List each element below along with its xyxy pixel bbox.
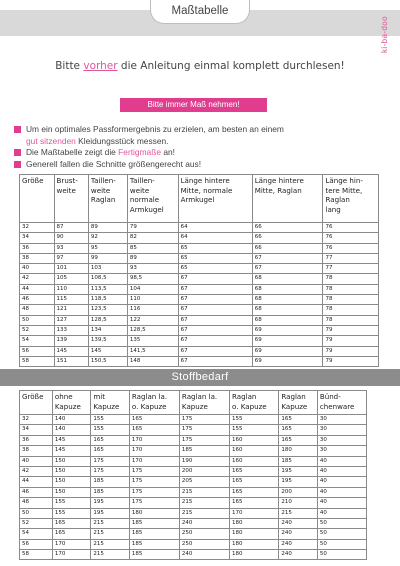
table-cell: 68: [252, 295, 323, 305]
table-row: [20, 315, 379, 325]
table-cell: 185: [129, 518, 179, 528]
table-cell: 180: [229, 539, 278, 549]
table-cell: 52: [20, 518, 53, 528]
table-cell: 66: [252, 223, 323, 233]
table-cell: 180: [279, 446, 318, 456]
table-cell: 64: [178, 233, 252, 243]
table-cell: 50: [317, 539, 366, 549]
table-cell: 185: [129, 539, 179, 549]
intro-highlight: vorher: [83, 60, 118, 72]
table-row: [20, 435, 367, 445]
table-row: [20, 346, 379, 356]
table-cell: 165: [229, 466, 278, 476]
table-cell: 89: [127, 253, 178, 263]
column-header: Taillen- weite Raglan: [88, 175, 127, 223]
table-cell: 68: [252, 305, 323, 315]
table-cell: 122: [127, 315, 178, 325]
table-cell: 165: [229, 487, 278, 497]
bullet-text: an!: [161, 147, 175, 157]
table-cell: 128,5: [127, 325, 178, 335]
table-cell: 118,5: [88, 295, 127, 305]
table-cell: 175: [91, 456, 130, 466]
table-cell: 170: [129, 456, 179, 466]
table-cell: 30: [317, 435, 366, 445]
table-cell: 170: [129, 446, 179, 456]
table-cell: 48: [20, 498, 53, 508]
supply-title: Stoffbedarf: [0, 369, 400, 386]
table-cell: 68: [252, 315, 323, 325]
table-cell: 175: [129, 487, 179, 497]
column-header: Raglan o. Kapuze: [229, 391, 278, 415]
bullet-pink-text: Fertigmaße: [118, 147, 161, 157]
table-cell: 58: [20, 550, 53, 560]
table-cell: 99: [88, 253, 127, 263]
table-cell: 127: [54, 315, 88, 325]
bullet-item: [14, 124, 364, 147]
measure-table: [19, 174, 379, 367]
table-cell: 79: [323, 336, 379, 346]
table-cell: 34: [20, 425, 53, 435]
table-cell: 79: [323, 356, 379, 366]
table-row: [20, 336, 379, 346]
intro-pre: Bitte: [55, 60, 84, 72]
table-cell: 240: [279, 518, 318, 528]
table-row: [20, 243, 379, 253]
table-cell: 78: [323, 295, 379, 305]
table-cell: 185: [91, 487, 130, 497]
table-cell: 95: [88, 243, 127, 253]
table-cell: 79: [323, 325, 379, 335]
measure-banner: Bitte immer Maß nehmen!: [120, 98, 267, 112]
table-row: [20, 477, 367, 487]
table-cell: 82: [127, 233, 178, 243]
table-row: [20, 456, 367, 466]
table-cell: 170: [229, 508, 278, 518]
table-row: [20, 223, 379, 233]
table-cell: 140: [52, 415, 91, 425]
table-row: [20, 466, 367, 476]
table-cell: 145: [54, 346, 88, 356]
table-cell: 175: [129, 466, 179, 476]
table-cell: 185: [279, 456, 318, 466]
bullet-item: [14, 147, 364, 159]
table-cell: 92: [88, 233, 127, 243]
table-cell: 160: [229, 435, 278, 445]
table-cell: 170: [52, 539, 91, 549]
table-row: [20, 264, 379, 274]
table-cell: 40: [20, 264, 55, 274]
table-cell: 165: [129, 425, 179, 435]
table-cell: 170: [52, 550, 91, 560]
brand-logo: ki-ba-doo: [380, 16, 389, 54]
table-cell: 68: [252, 274, 323, 284]
table-row: [20, 233, 379, 243]
table-cell: 40: [20, 456, 53, 466]
table-cell: 50: [317, 529, 366, 539]
table-cell: 36: [20, 243, 55, 253]
table-cell: 165: [229, 498, 278, 508]
table-cell: 121: [54, 305, 88, 315]
table-cell: 240: [179, 518, 229, 528]
table-cell: 139,5: [88, 336, 127, 346]
table-cell: 40: [317, 456, 366, 466]
table-cell: 65: [178, 264, 252, 274]
table-cell: 50: [317, 550, 366, 560]
column-header: Länge hin- tere Mitte, Raglan lang: [323, 175, 379, 223]
table-cell: 64: [178, 223, 252, 233]
table-cell: 134: [88, 325, 127, 335]
table-cell: 30: [317, 415, 366, 425]
table-cell: 195: [91, 498, 130, 508]
table-cell: 145: [52, 435, 91, 445]
table-cell: 98,5: [127, 274, 178, 284]
bullet-square-icon: [14, 149, 21, 156]
table-row: [20, 325, 379, 335]
column-header: ohne Kapuze: [52, 391, 91, 415]
table-row: [20, 498, 367, 508]
table-cell: 46: [20, 487, 53, 497]
table-cell: 165: [279, 415, 318, 425]
table-cell: 38: [20, 253, 55, 263]
table-cell: 67: [178, 305, 252, 315]
table-cell: 151: [54, 356, 88, 366]
table-cell: 175: [129, 477, 179, 487]
table-cell: 65: [178, 243, 252, 253]
column-header: Bünd- chenware: [317, 391, 366, 415]
table-cell: 150: [52, 477, 91, 487]
table-cell: 77: [323, 264, 379, 274]
table-cell: 76: [323, 223, 379, 233]
table-row: [20, 508, 367, 518]
intro-line: [0, 60, 400, 72]
table-cell: 115: [54, 295, 88, 305]
table-cell: 215: [279, 508, 318, 518]
table-cell: 36: [20, 435, 53, 445]
table-cell: 165: [279, 425, 318, 435]
table-cell: 135: [127, 336, 178, 346]
column-header: Raglan la. Kapuze: [179, 391, 229, 415]
table-cell: 175: [179, 415, 229, 425]
table-cell: 165: [129, 415, 179, 425]
table-cell: 175: [179, 425, 229, 435]
table-cell: 195: [279, 477, 318, 487]
table-cell: 56: [20, 346, 55, 356]
table-cell: 78: [323, 274, 379, 284]
table-cell: 215: [91, 539, 130, 549]
table-cell: 180: [229, 518, 278, 528]
table-cell: 240: [279, 550, 318, 560]
table-cell: 240: [279, 529, 318, 539]
table-cell: 165: [229, 477, 278, 487]
table-cell: 67: [178, 356, 252, 366]
table-header-row: [20, 175, 379, 223]
table-cell: 69: [252, 356, 323, 366]
table-cell: 180: [229, 550, 278, 560]
table-row: [20, 539, 367, 549]
table-cell: 165: [52, 518, 91, 528]
table-cell: 123,5: [88, 305, 127, 315]
table-cell: 85: [127, 243, 178, 253]
table-row: [20, 305, 379, 315]
table-cell: 50: [317, 518, 366, 528]
table-cell: 210: [279, 498, 318, 508]
table-cell: 200: [279, 487, 318, 497]
table-cell: 42: [20, 274, 55, 284]
table-row: [20, 356, 379, 366]
bullet-square-icon: [14, 126, 21, 133]
table-row: [20, 253, 379, 263]
table-cell: 67: [178, 315, 252, 325]
table-cell: 190: [179, 456, 229, 466]
table-cell: 104: [127, 284, 178, 294]
table-cell: 50: [20, 315, 55, 325]
table-cell: 175: [91, 466, 130, 476]
bullet-text: Die Maßtabelle zeigt die: [26, 147, 119, 157]
table-cell: 69: [252, 325, 323, 335]
column-header: mit Kapuze: [91, 391, 130, 415]
table-cell: 155: [52, 508, 91, 518]
bullet-pink-text: gut sitzenden: [26, 135, 76, 146]
table-cell: 180: [229, 529, 278, 539]
table-cell: 58: [20, 356, 55, 366]
table-cell: 155: [91, 425, 130, 435]
table-cell: 69: [252, 336, 323, 346]
table-cell: 165: [279, 435, 318, 445]
table-row: [20, 550, 367, 560]
table-cell: 40: [317, 477, 366, 487]
table-cell: 205: [179, 477, 229, 487]
table-row: [20, 415, 367, 425]
table-cell: 215: [179, 498, 229, 508]
table-cell: 150,5: [88, 356, 127, 366]
table-cell: 145: [88, 346, 127, 356]
table-cell: 67: [178, 274, 252, 284]
table-header-row: [20, 391, 367, 415]
page-title: Maßtabelle: [150, 0, 250, 24]
table-cell: 79: [323, 346, 379, 356]
table-cell: 105: [54, 274, 88, 284]
table-cell: 215: [91, 529, 130, 539]
column-header: Länge hintere Mitte, Raglan: [252, 175, 323, 223]
table-cell: 32: [20, 223, 55, 233]
table-cell: 52: [20, 325, 55, 335]
table-cell: 90: [54, 233, 88, 243]
table-cell: 150: [52, 456, 91, 466]
table-cell: 67: [178, 325, 252, 335]
table-cell: 108,5: [88, 274, 127, 284]
table-cell: 67: [178, 295, 252, 305]
bullet-text: Kleidungsstück messen.: [75, 135, 169, 146]
table-cell: 140: [52, 425, 91, 435]
table-row: [20, 274, 379, 284]
table-cell: 77: [323, 253, 379, 263]
bullet-square-icon: [14, 161, 21, 168]
table-cell: 195: [91, 508, 130, 518]
table-cell: 67: [178, 284, 252, 294]
table-cell: 155: [91, 415, 130, 425]
table-cell: 44: [20, 477, 53, 487]
table-cell: 56: [20, 539, 53, 549]
table-cell: 185: [129, 529, 179, 539]
table-cell: 116: [127, 305, 178, 315]
table-cell: 165: [52, 529, 91, 539]
column-header: Brust- weite: [54, 175, 88, 223]
bullet-list: [14, 124, 364, 170]
table-cell: 200: [179, 466, 229, 476]
table-cell: 103: [88, 264, 127, 274]
table-cell: 155: [52, 498, 91, 508]
table-cell: 40: [317, 508, 366, 518]
table-cell: 30: [317, 425, 366, 435]
table-cell: 141,5: [127, 346, 178, 356]
table-cell: 165: [91, 435, 130, 445]
table-cell: 65: [178, 253, 252, 263]
table-cell: 44: [20, 284, 55, 294]
table-cell: 40: [317, 498, 366, 508]
table-cell: 250: [179, 529, 229, 539]
table-cell: 67: [252, 264, 323, 274]
table-cell: 93: [127, 264, 178, 274]
table-cell: 195: [279, 466, 318, 476]
table-cell: 155: [229, 425, 278, 435]
table-cell: 67: [178, 336, 252, 346]
table-row: [20, 295, 379, 305]
table-cell: 54: [20, 529, 53, 539]
table-cell: 32: [20, 415, 53, 425]
table-cell: 185: [91, 477, 130, 487]
table-cell: 139: [54, 336, 88, 346]
table-cell: 150: [52, 487, 91, 497]
bullet-text: Um ein optimales Passformergebnis zu erzielen, am besten an einem: [26, 124, 284, 134]
table-cell: 165: [91, 446, 130, 456]
table-cell: 160: [229, 446, 278, 456]
column-header: Raglan la. o. Kapuze: [129, 391, 179, 415]
table-cell: 69: [252, 346, 323, 356]
table-cell: 215: [179, 487, 229, 497]
table-row: [20, 425, 367, 435]
table-row: [20, 284, 379, 294]
column-header: Größe: [20, 391, 53, 415]
table-row: [20, 446, 367, 456]
table-cell: 150: [52, 466, 91, 476]
table-cell: 185: [179, 446, 229, 456]
table-cell: 87: [54, 223, 88, 233]
table-row: [20, 518, 367, 528]
table-cell: 110: [127, 295, 178, 305]
table-cell: 42: [20, 466, 53, 476]
table-cell: 160: [229, 456, 278, 466]
table-cell: 67: [252, 253, 323, 263]
table-cell: 67: [178, 346, 252, 356]
supply-table: [19, 390, 367, 560]
intro-post: die Anleitung einmal komplett durchlesen!: [117, 60, 345, 72]
table-cell: 240: [179, 550, 229, 560]
table-cell: 54: [20, 336, 55, 346]
table-cell: 93: [54, 243, 88, 253]
table-cell: 250: [179, 539, 229, 549]
table-cell: 97: [54, 253, 88, 263]
table-cell: 38: [20, 446, 53, 456]
table-cell: 66: [252, 243, 323, 253]
table-cell: 79: [127, 223, 178, 233]
table-cell: 148: [127, 356, 178, 366]
table-cell: 78: [323, 284, 379, 294]
table-cell: 101: [54, 264, 88, 274]
table-cell: 48: [20, 305, 55, 315]
table-cell: 78: [323, 315, 379, 325]
table-cell: 175: [129, 498, 179, 508]
table-cell: 215: [91, 518, 130, 528]
table-cell: 66: [252, 233, 323, 243]
table-cell: 240: [279, 539, 318, 549]
table-cell: 215: [91, 550, 130, 560]
bullet-item: [14, 159, 364, 171]
column-header: Länge hintere Mitte, normale Armkugel: [178, 175, 252, 223]
table-cell: 30: [317, 446, 366, 456]
table-row: [20, 487, 367, 497]
table-cell: 185: [129, 550, 179, 560]
table-cell: 40: [317, 466, 366, 476]
table-cell: 50: [20, 508, 53, 518]
table-cell: 180: [129, 508, 179, 518]
table-cell: 128,5: [88, 315, 127, 325]
bullet-text: Generell fallen die Schnitte größengerecht aus!: [26, 158, 202, 169]
table-cell: 113,5: [88, 284, 127, 294]
table-cell: 76: [323, 243, 379, 253]
table-cell: 175: [179, 435, 229, 445]
table-cell: 133: [54, 325, 88, 335]
table-cell: 76: [323, 233, 379, 243]
table-cell: 215: [179, 508, 229, 518]
column-header: Größe: [20, 175, 55, 223]
table-row: [20, 529, 367, 539]
table-cell: 170: [129, 435, 179, 445]
table-cell: 145: [52, 446, 91, 456]
column-header: Raglan Kapuze: [279, 391, 318, 415]
table-cell: 40: [317, 487, 366, 497]
table-cell: 89: [88, 223, 127, 233]
table-cell: 78: [323, 305, 379, 315]
table-cell: 110: [54, 284, 88, 294]
table-cell: 46: [20, 295, 55, 305]
table-cell: 68: [252, 284, 323, 294]
column-header: Taillen- weite normale Armkugel: [127, 175, 178, 223]
table-cell: 34: [20, 233, 55, 243]
table-cell: 155: [229, 415, 278, 425]
